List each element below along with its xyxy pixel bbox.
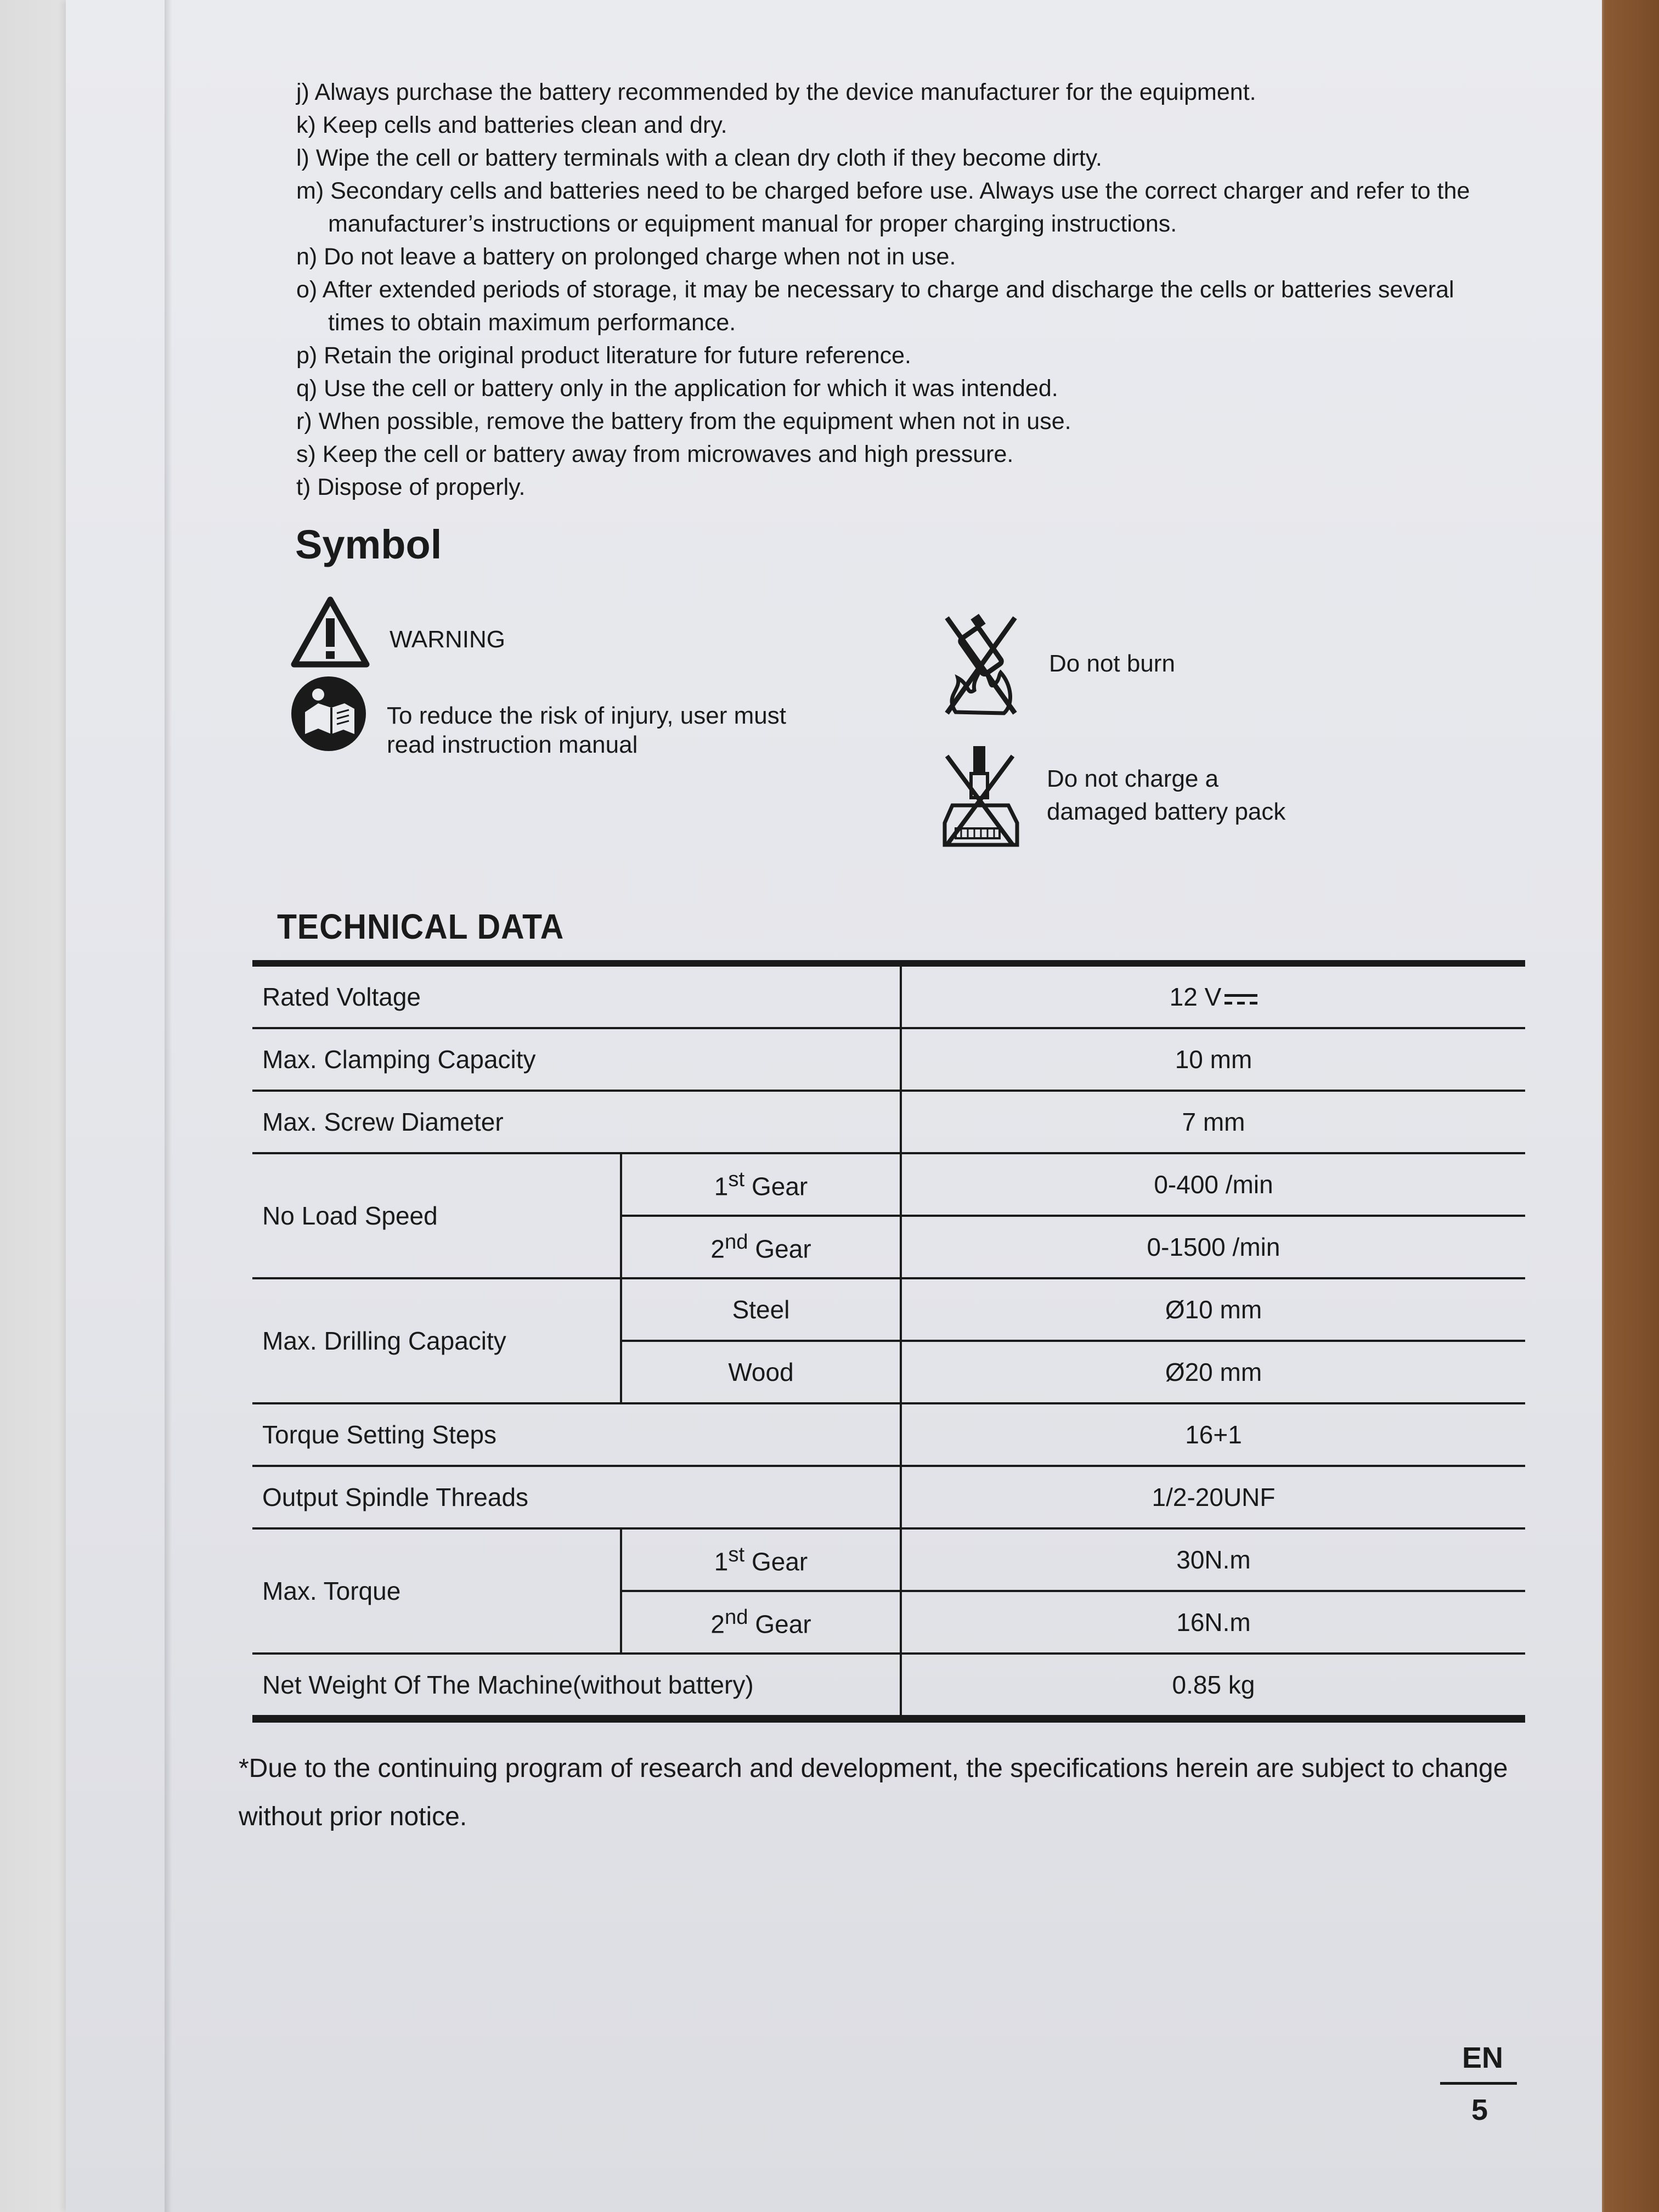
rule-item: q) Use the cell or battery only in the application for which it was intended.: [296, 375, 1058, 402]
warning-label: WARNING: [390, 626, 506, 653]
torque-steps-label: Torque Setting Steps: [252, 1403, 901, 1466]
rule-item: m) Secondary cells and batteries need to be charged before use. Always use the correct charger and refer to the manufacturer’s instructions or equipment manual for proper charging instructions.: [296, 174, 1558, 240]
drilling-wood: Wood: [621, 1341, 901, 1403]
technical-data-table: [252, 960, 1525, 1723]
do-not-charge-line2: damaged battery pack: [1047, 798, 1286, 825]
do-not-charge-line1: Do not charge a: [1047, 765, 1219, 792]
drilling-capacity-label: Max. Drilling Capacity: [252, 1278, 621, 1403]
max-torque-label: Max. Torque: [252, 1528, 621, 1654]
table-row: [252, 1278, 1525, 1341]
screw-diameter-value: 7 mm: [901, 1091, 1525, 1153]
spindle-threads-label: Output Spindle Threads: [252, 1466, 901, 1528]
drilling-steel-value: Ø10 mm: [901, 1278, 1525, 1341]
symbol-heading: Symbol: [295, 522, 442, 567]
read-manual-icon: [290, 675, 368, 753]
rule-item: o) After extended periods of storage, it may be necessary to charge and discharge the cells or batteries several times to obtain maximum performance.: [296, 273, 1558, 339]
manual-warning-line1: To reduce the risk of injury, user must: [387, 702, 786, 729]
technical-data-heading: TECHNICAL DATA: [277, 907, 565, 946]
table-row: [252, 1528, 1525, 1591]
rule-item: r) When possible, remove the battery from the equipment when not in use.: [296, 408, 1071, 435]
do-not-burn-label: Do not burn: [1049, 650, 1175, 677]
torque-gear2: 2nd Gear: [621, 1591, 901, 1654]
rule-item: j) Always purchase the battery recommended by the device manufacturer for the equipment.: [296, 79, 1256, 105]
do-not-burn-icon: [939, 608, 1022, 718]
spindle-threads-value: 1/2-20UNF: [901, 1466, 1525, 1528]
table-row: [252, 1466, 1525, 1528]
table-row: [252, 1153, 1525, 1216]
no-load-gear1-value: 0-400 /min: [901, 1153, 1525, 1216]
rule-item: k) Keep cells and batteries clean and dry.: [296, 112, 727, 138]
specification-footnote: *Due to the continuing program of research and development, the specifications herein are subject to change without prior notice.: [239, 1754, 1508, 1831]
drilling-steel: Steel: [621, 1278, 901, 1341]
screw-diameter-label: Max. Screw Diameter: [252, 1091, 901, 1153]
net-weight-value: 0.85 kg: [901, 1654, 1525, 1719]
torque-gear1: 1st Gear: [621, 1528, 901, 1591]
torque-steps-value: 16+1: [901, 1403, 1525, 1466]
drilling-wood-value: Ø20 mm: [901, 1341, 1525, 1403]
page-number-divider: [1440, 2082, 1517, 2085]
torque-gear1-value: 30N.m: [901, 1528, 1525, 1591]
table-row: [252, 1654, 1525, 1719]
no-load-gear2-value: 0-1500 /min: [901, 1216, 1525, 1278]
page-fold-shadow: [165, 0, 172, 2212]
do-not-charge-damaged-icon: [939, 741, 1022, 850]
warning-triangle-icon: [291, 595, 370, 669]
net-weight-label: Net Weight Of The Machine(without battery): [252, 1654, 901, 1719]
table-row: [252, 963, 1525, 1028]
rule-continuation: manufacturer’s instructions or equipment manual for proper charging instructions.: [328, 211, 1177, 237]
rule-item: t) Dispose of properly.: [296, 474, 526, 500]
rule-item: p) Retain the original product literature for future reference.: [296, 342, 911, 369]
rule-continuation: times to obtain maximum performance.: [328, 309, 736, 336]
no-load-speed-label: No Load Speed: [252, 1153, 621, 1278]
rated-voltage-cell: [901, 963, 1525, 1028]
table-row: [252, 1403, 1525, 1466]
page-language: EN: [1462, 2041, 1504, 2074]
rule-item: l) Wipe the cell or battery terminals with a clean dry cloth if they become dirty.: [296, 145, 1102, 171]
table-row: [252, 1091, 1525, 1153]
rule-item: s) Keep the cell or battery away from microwaves and high pressure.: [296, 441, 1014, 467]
rated-voltage-label: Rated Voltage: [252, 963, 901, 1028]
battery-rules-list: [296, 76, 1558, 504]
manual-warning-line2: read instruction manual: [387, 731, 638, 758]
rated-voltage-value: 12 V: [1169, 983, 1222, 1011]
clamping-capacity-value: 10 mm: [901, 1028, 1525, 1091]
dc-current-icon: [1224, 991, 1257, 1007]
rule-item: n) Do not leave a battery on prolonged charge when not in use.: [296, 244, 956, 270]
table-row: [252, 1028, 1525, 1091]
torque-gear2-value: 16N.m: [901, 1591, 1525, 1654]
clamping-capacity-label: Max. Clamping Capacity: [252, 1028, 901, 1091]
no-load-gear2: 2nd Gear: [621, 1216, 901, 1278]
page-number: 5: [1471, 2094, 1488, 2126]
no-load-gear1: 1st Gear: [621, 1153, 901, 1216]
